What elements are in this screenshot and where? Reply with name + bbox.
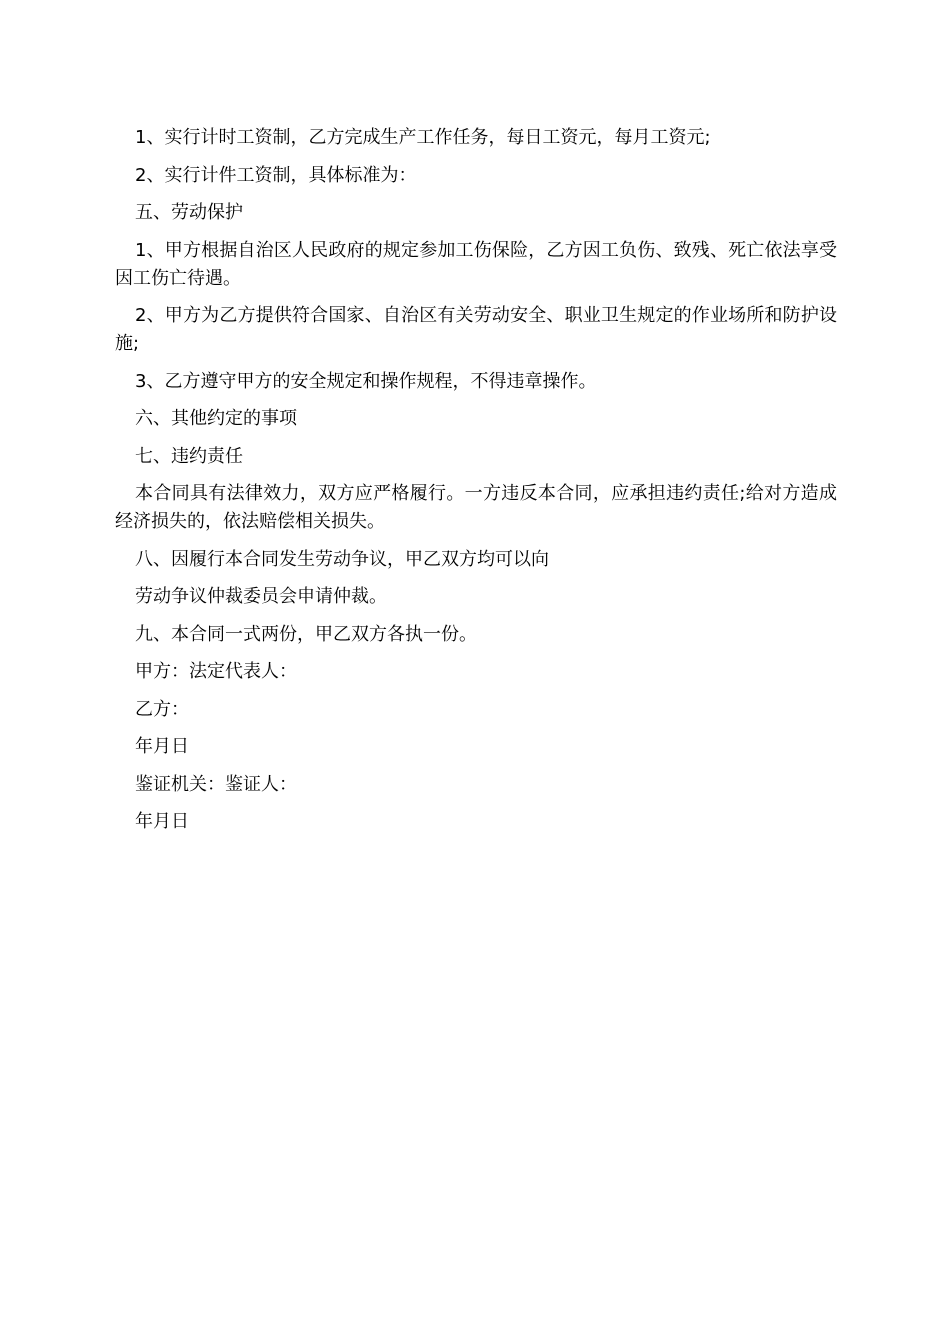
date-line-2: 年月日 xyxy=(135,811,189,832)
arbitration-clause: 劳动争议仲裁委员会申请仲裁。 xyxy=(135,586,387,607)
labor-protection-clause-3: 3、乙方遵守甲方的安全规定和操作规程，不得违章操作。 xyxy=(135,370,597,392)
certification-line: 鉴证机关：鉴证人： xyxy=(135,773,297,795)
party-a-signature-line: 甲方：法定代表人： xyxy=(135,661,297,682)
labor-protection-clause-1: 1、甲方根据自治区人民政府的规定参加工伤保险，乙方因工负伤、致残、死亡依法享受因工伤亡待遇。 xyxy=(115,239,837,289)
section-heading-other-matters: 六、其他约定的事项 xyxy=(135,408,297,429)
section-heading-liability: 七、违约责任 xyxy=(135,445,243,467)
section-heading-labor-protection: 五、劳动保护 xyxy=(135,202,243,223)
dispute-clause: 八、因履行本合同发生劳动争议，甲乙双方均可以向 xyxy=(135,548,549,570)
wage-clause-piecework: 2、实行计件工资制，具体标准为： xyxy=(135,164,417,186)
party-b-signature-line: 乙方： xyxy=(135,698,189,720)
labor-protection-clause-2: 2、甲方为乙方提供符合国家、自治区有关劳动安全、职业卫生规定的作业场所和防护设施; xyxy=(115,305,837,354)
liability-clause: 本合同具有法律效力，双方应严格履行。一方违反本合同，应承担违约责任;给对方造成经济损失的，依法赔偿相关损失。 xyxy=(115,483,837,532)
document-body xyxy=(115,124,837,846)
date-line-1: 年月日 xyxy=(135,736,189,757)
wage-clause-hourly: 1、实行计时工资制，乙方完成生产工作任务，每日工资元，每月工资元; xyxy=(135,127,711,148)
copies-clause: 九、本合同一式两份，甲乙双方各执一份。 xyxy=(135,623,477,645)
